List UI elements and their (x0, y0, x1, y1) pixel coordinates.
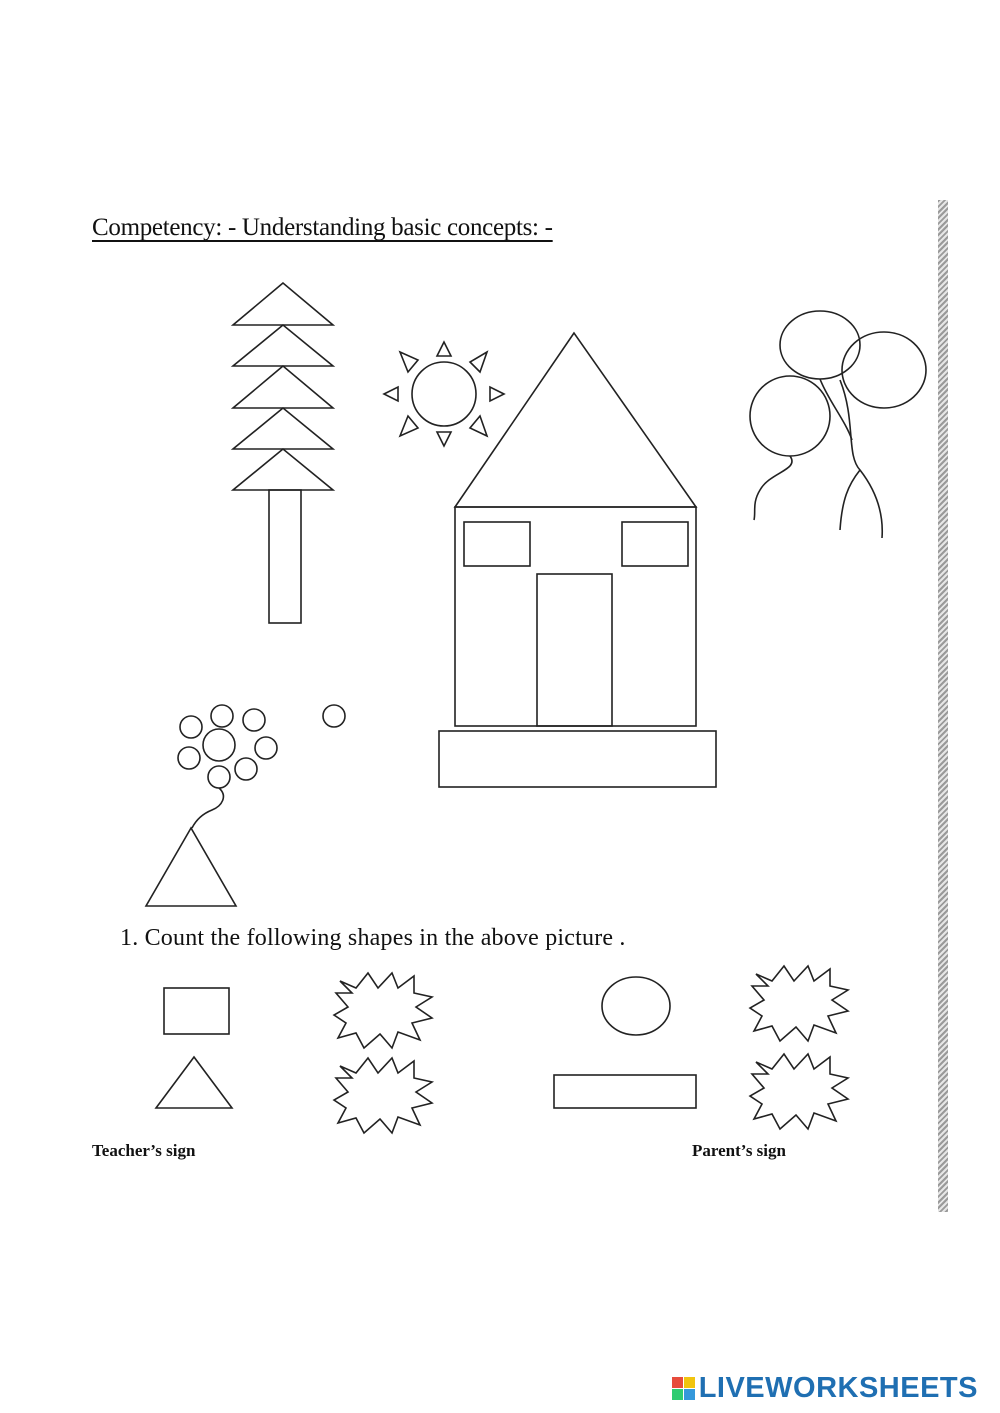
count-long-rectangle (554, 1075, 696, 1108)
count-shapes (156, 977, 696, 1108)
count-oval (602, 977, 670, 1035)
worksheet-title: Competency: - Understanding basic concepts: - (92, 214, 553, 241)
count-question: 1. Count the following shapes in the above picture . (120, 925, 626, 951)
answer-star-3 (750, 966, 848, 1041)
count-triangle (156, 1057, 232, 1108)
liveworksheets-logo-icon (672, 1377, 695, 1400)
balloons-drawing (750, 311, 926, 538)
count-rectangle (164, 988, 229, 1034)
answer-star-4 (750, 1054, 848, 1129)
answer-star-1 (334, 973, 432, 1048)
liveworksheets-brand[interactable] (672, 1372, 978, 1405)
brand-name: LIVEWORKSHEETS (698, 1372, 978, 1404)
sun-drawing (384, 342, 504, 446)
answer-star-2 (334, 1058, 432, 1133)
teacher-sign-label: Teacher’s sign (92, 1141, 196, 1160)
parent-sign-label: Parent’s sign (692, 1141, 786, 1160)
tree-drawing (233, 283, 333, 623)
house-drawing (439, 333, 716, 787)
page-margin-border (938, 200, 948, 1212)
flower-drawing (146, 705, 345, 906)
